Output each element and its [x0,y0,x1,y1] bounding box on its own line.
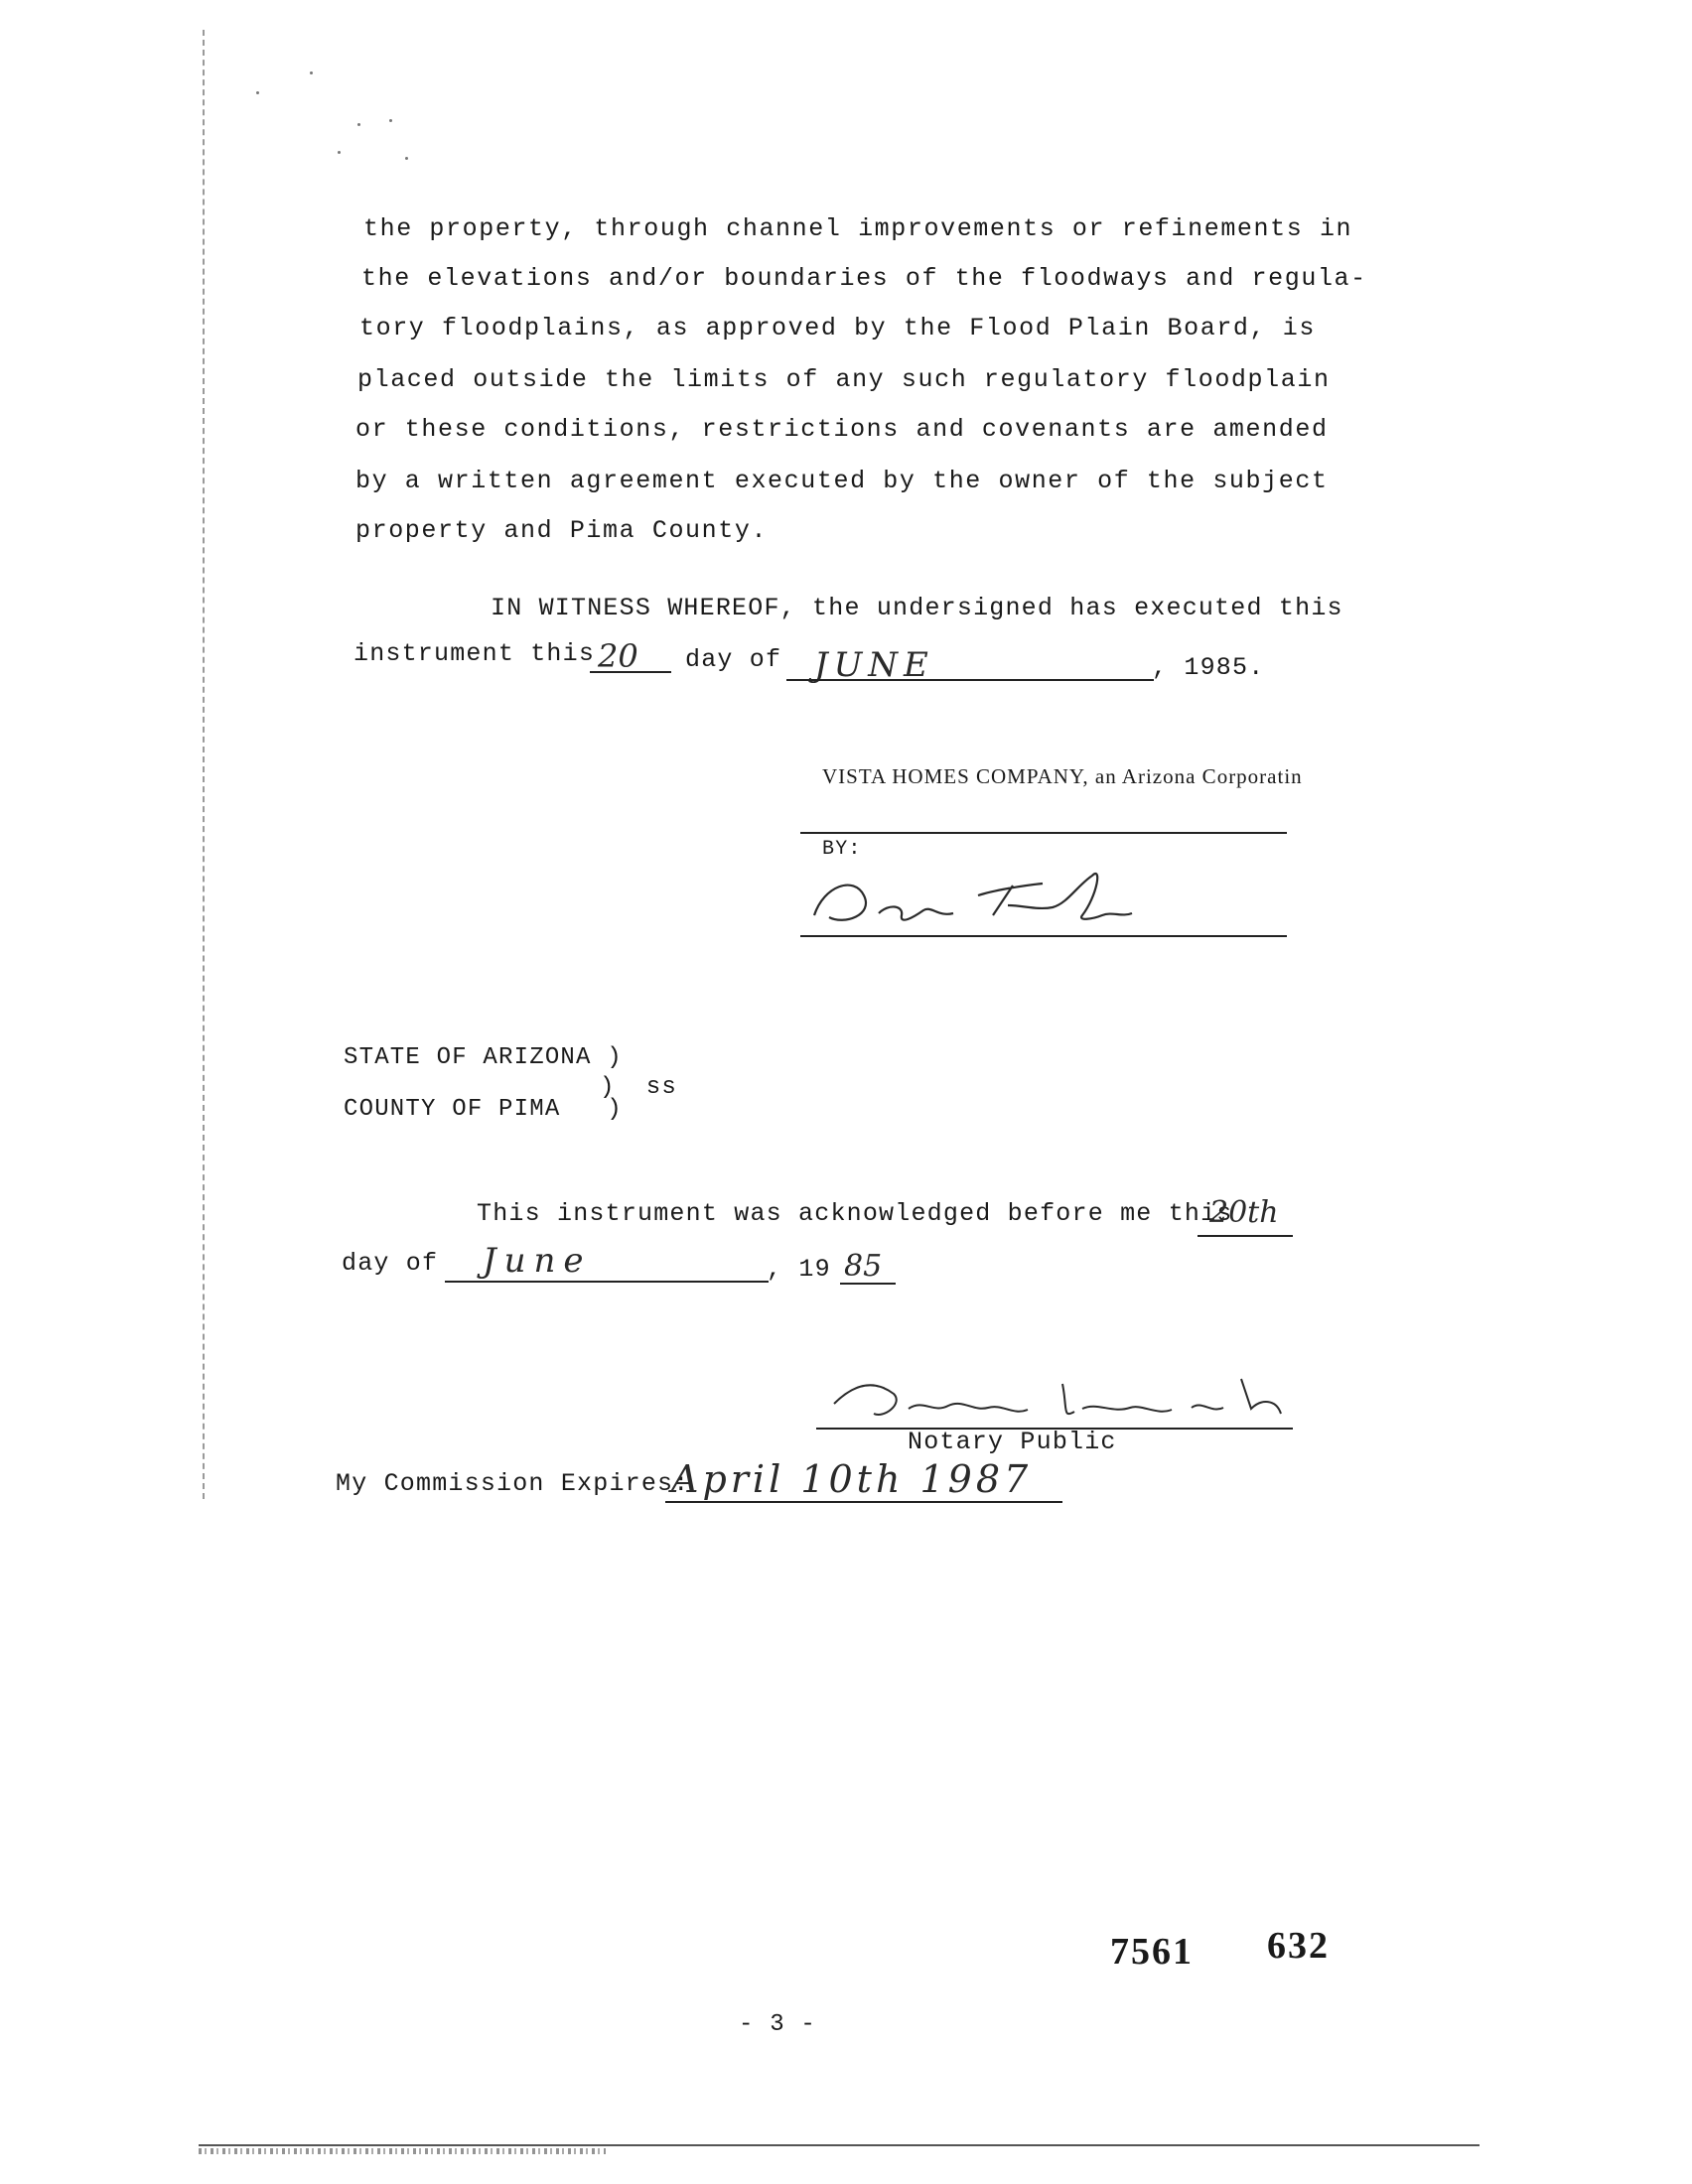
scan-bottom-edge [199,2144,1480,2146]
ack-month-line [445,1281,769,1283]
venue-county: COUNTY OF PIMA ) [344,1096,623,1123]
scan-speck [338,151,341,154]
witness-day-line [590,671,671,673]
scan-edge [203,30,205,1499]
body-line: property and Pima County. [355,516,769,545]
ack-year-line [840,1283,896,1285]
company-signature-line-top [800,832,1287,834]
venue-state: STATE OF ARIZONA ) [344,1044,623,1071]
ack-line: This instrument was acknowledged before me this [477,1199,1233,1228]
witness-month-handwritten: JUNE [814,645,934,685]
company-signature-line [800,935,1287,937]
ack-month-handwritten: June [483,1241,592,1281]
body-line: placed outside the limits of any such regulatory floodplain [357,365,1331,394]
signature-image [794,856,1152,945]
body-line: the elevations and/or boundaries of the floodways and regula- [361,264,1367,293]
witness-day-handwritten: 20 [598,637,638,675]
ack-year-prefix: , 19 [767,1255,831,1284]
company-name: VISTA HOMES COMPANY, an Arizona Corporatin [822,764,1303,788]
body-line: tory floodplains, as approved by the Flood Plain Board, is [359,314,1316,342]
notary-signature-image [814,1364,1291,1433]
ack-day-line [1198,1235,1293,1237]
page-number: - 3 - [739,2011,817,2038]
body-line: or these conditions, restrictions and covenants are amended [355,415,1329,444]
recording-page: 632 [1267,1925,1330,1967]
commission-label: My Commission Expires: [336,1469,690,1498]
scan-speck [357,123,360,126]
body-line: by a written agreement executed by the owner of the subject [355,467,1329,495]
ack-day-label: day of [342,1249,439,1278]
witness-prefix: instrument this [353,639,596,668]
commission-value-handwritten: April 10th 1987 [671,1457,1033,1501]
scan-speck [256,91,259,94]
commission-line [665,1501,1062,1503]
witness-day-label: day of [685,645,782,674]
ack-year-handwritten: 85 [844,1249,883,1284]
by-label: BY: [822,838,862,861]
scan-speck [310,71,313,74]
recording-book: 7561 [1110,1931,1194,1973]
scan-speck [389,119,392,122]
ack-day-handwritten: 20th [1209,1195,1279,1230]
witness-line: IN WITNESS WHEREOF, the undersigned has executed this [491,594,1343,622]
body-line: the property, through channel improvements or refinements in [363,214,1353,243]
scan-bottom-noise [199,2148,606,2154]
notary-label: Notary Public [908,1428,1117,1456]
venue-ss: ) ss [600,1074,678,1101]
witness-month-line [786,679,1154,681]
scan-speck [405,157,408,160]
witness-year: , 1985. [1152,653,1265,682]
